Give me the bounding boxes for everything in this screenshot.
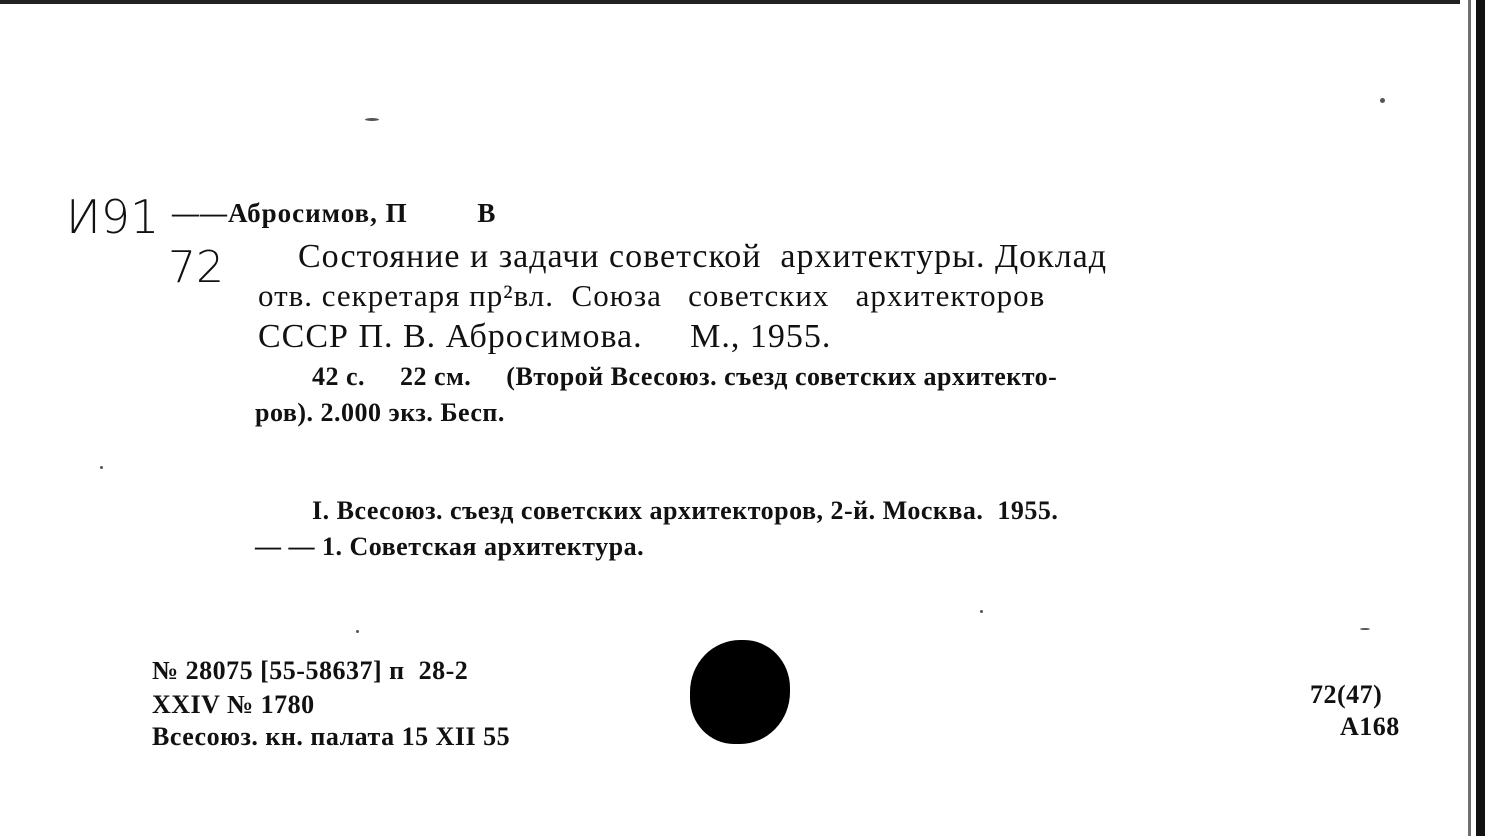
speck bbox=[100, 466, 103, 469]
title-line-1: Состояние и задачи советской архитектуры. Доклад bbox=[298, 238, 1108, 275]
footer-line-2: XXIV № 1780 bbox=[152, 690, 315, 719]
tracing-line-2: — — 1. Советская архитектура. bbox=[255, 532, 645, 561]
call-number-sub-handwritten: 72 bbox=[168, 242, 224, 293]
collation-line-2: ров). 2.000 экз. Бесп. bbox=[255, 398, 505, 427]
title-line-3: СССР П. В. Абросимова. М., 1955. bbox=[258, 318, 832, 355]
call-number-handwritten: И91 bbox=[66, 190, 160, 244]
title-line-2: отв. секретаря пр²вл. Союза советских архитекторов bbox=[258, 278, 1046, 313]
right-edge bbox=[1476, 0, 1485, 836]
classification-line-1: 72(47) bbox=[1310, 680, 1383, 709]
speck bbox=[980, 610, 983, 613]
tracing-line-1: I. Всесоюз. съезд советских архитекторов, 2-й. Москва. 1955. bbox=[312, 496, 1059, 525]
speck bbox=[1360, 628, 1370, 630]
footer-line-3: Всесоюз. кн. палата 15 XII 55 bbox=[152, 722, 511, 751]
collation-line-1: 42 с. 22 см. (Второй Всесоюз. съезд советских архитекто- bbox=[312, 362, 1058, 391]
speck bbox=[356, 630, 359, 633]
speck bbox=[1380, 98, 1385, 103]
classification-line-2: А168 bbox=[1340, 712, 1400, 741]
author-heading: ——Абросимов, П В bbox=[172, 198, 497, 228]
footer-line-1: № 28075 [55-58637] п 28-2 bbox=[152, 656, 469, 685]
top-edge bbox=[0, 0, 1460, 4]
speck bbox=[365, 118, 379, 121]
right-edge-shadow bbox=[1468, 0, 1471, 836]
ink-blot bbox=[690, 640, 790, 744]
